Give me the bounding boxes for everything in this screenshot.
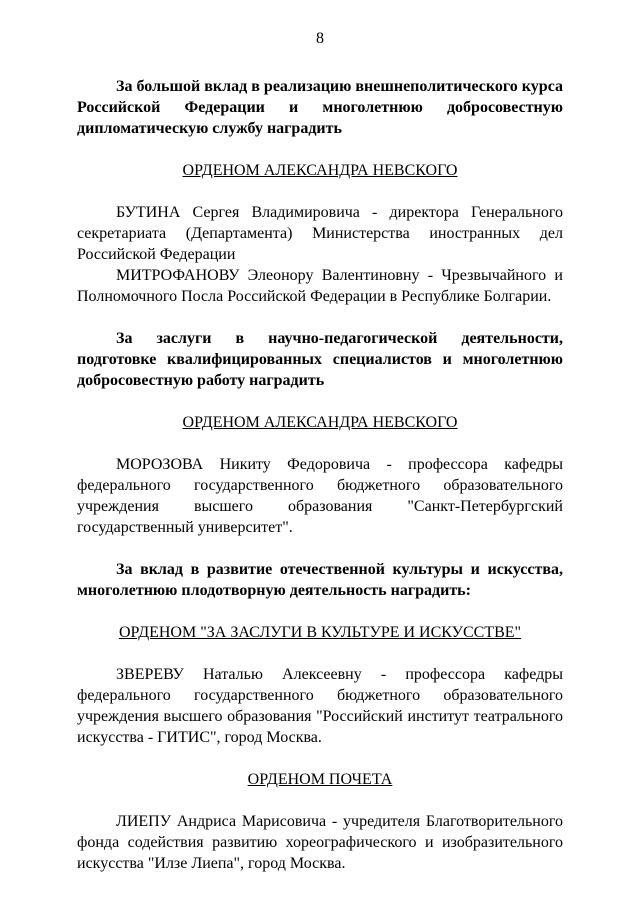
award-title: ОРДЕНОМ АЛЕКСАНДРА НЕВСКОГО	[182, 162, 458, 179]
award-title: ОРДЕНОМ ПОЧЕТА	[247, 771, 393, 788]
section-intro: За вклад в развитие отечественной культуры и искусства, многолетнюю плодотворную деятельность наградить:	[77, 561, 563, 599]
page-number: 8	[316, 30, 324, 47]
award-entry: МОРОЗОВА Никиту Федоровича - профессора кафедры федерального государственного бюджетного образовательного учреждения высшего образования "Санкт-Петербургский государственный университет".	[77, 456, 563, 536]
award-title: ОРДЕНОМ АЛЕКСАНДРА НЕВСКОГО	[182, 414, 458, 431]
section-intro: За заслуги в научно-педагогической деятельности, подготовке квалифицированных специалистов и многолетнюю добросовестную работу наградить	[77, 330, 563, 389]
award-entry: БУТИНА Сергея Владимировича - директора Генерального секретариата (Департамента) Министерства иностранных дел Российской Федерации	[77, 204, 563, 263]
award-entry: МИТРОФАНОВУ Элеонору Валентиновну - Чрезвычайного и Полномочного Посла Российской Федерации в Республике Болгарии.	[77, 267, 563, 305]
award-entry: ЗВЕРЕВУ Наталью Алексеевну - профессора кафедры федерального государственного бюджетного образовательного учреждения высшего образования "Российский институт театрального искусства - ГИТИС", город Москва.	[77, 666, 563, 746]
section-intro: За большой вклад в реализацию внешнеполитического курса Российской Федерации и многолетнюю добросовестную дипломатическую службу наградить	[77, 78, 563, 137]
decree-content	[77, 76, 563, 874]
award-entry: ЛИЕПУ Андриса Марисовича - учредителя Благотворительного фонда содействия развитию хореографического и изобразительного искусства "Илзе Лиепа", город Москва.	[77, 813, 563, 872]
award-title: ОРДЕНОМ "ЗА ЗАСЛУГИ В КУЛЬТУРЕ И ИСКУССТВЕ"	[118, 624, 522, 641]
